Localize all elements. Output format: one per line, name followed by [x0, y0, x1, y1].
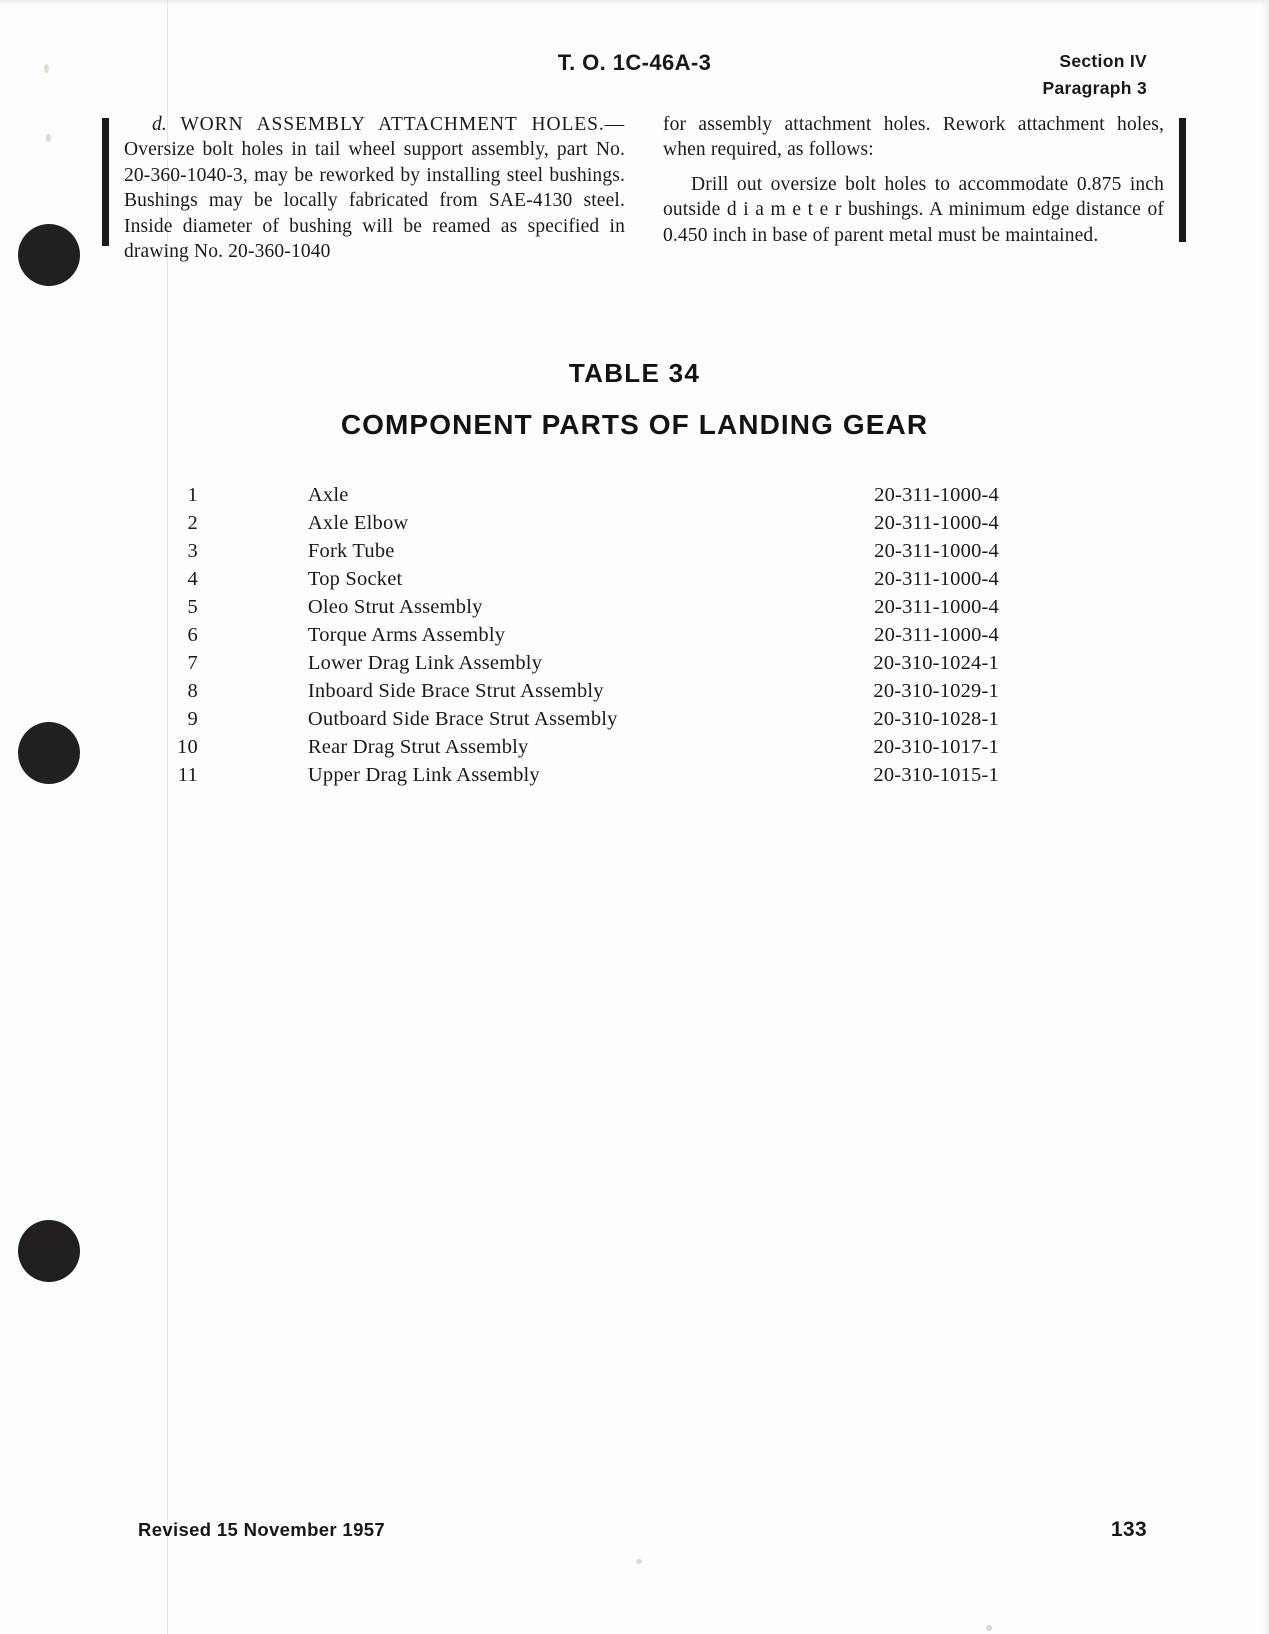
paragraph-label: Paragraph 3 [1042, 78, 1147, 98]
table-row [0, 763, 1269, 791]
table-cell-part-name: Lower Drag Link Assembly [307, 652, 543, 674]
change-bar [1179, 118, 1186, 242]
table-cell-part-name: Inboard Side Brace Strut Assembly [307, 680, 604, 702]
table-cell-part-name: Outboard Side Brace Strut Assembly [307, 708, 618, 730]
page-number: 133 [1110, 1518, 1147, 1541]
table-cell-part-number: 20-311-1000-4 [874, 540, 999, 562]
table-cell-part-number: 20-311-1000-4 [874, 624, 999, 646]
table-row [0, 595, 1269, 623]
table-cell-part-number: 20-311-1000-4 [874, 512, 999, 534]
table-cell-part-name: Top Socket [307, 568, 403, 590]
body-columns [124, 112, 1164, 264]
table-cell-part-number: 20-310-1015-1 [873, 764, 999, 786]
paragraph-continuation: for assembly attachment holes. Rework attachment holes, when required, as follows: [663, 114, 1164, 161]
table-cell-part-number: 20-311-1000-4 [874, 568, 999, 590]
table-cell-part-number: 20-311-1000-4 [874, 484, 999, 506]
table-row [0, 567, 1269, 595]
scan-speck [636, 1559, 642, 1564]
table-cell-index: 5 [187, 596, 198, 618]
table-cell-index: 7 [187, 652, 198, 674]
scan-edge-artifact-top [0, 0, 1269, 6]
table-cell-part-name: Torque Arms Assembly [307, 624, 506, 646]
table-cell-part-number: 20-311-1000-4 [874, 596, 999, 618]
section-label: Section IV [1059, 51, 1147, 71]
table-row [0, 735, 1269, 763]
scan-speck [46, 134, 51, 142]
change-bar [102, 118, 109, 246]
paragraph-letter: d. [152, 114, 167, 135]
table-cell-part-name: Oleo Strut Assembly [307, 596, 483, 618]
table-cell-part-number: 20-310-1024-1 [873, 652, 999, 674]
table-cell-part-name: Axle [307, 484, 349, 506]
punch-hole [18, 1220, 80, 1282]
paragraph-body-text: Oversize bolt holes in tail wheel support assembly, part No. 20-360-1040-3, may be reworked by installing steel bushings. Bushings may be locally fabricated from SAE-4130 steel. Inside diameter of bushing will be reamed as specified in drawing No. 20-360-1040 [124, 139, 625, 263]
revision-date: Revised 15 November 1957 [138, 1519, 385, 1540]
table-cell-part-number: 20-310-1017-1 [873, 736, 999, 758]
table-34-block [0, 358, 1269, 791]
table-number: TABLE 34 [568, 358, 701, 388]
paragraph-worn-assembly-attachment-holes [124, 112, 625, 264]
header-section-block [1043, 48, 1147, 102]
right-column [663, 112, 1164, 264]
table-cell-part-number: 20-310-1029-1 [873, 680, 999, 702]
table-cell-part-name: Axle Elbow [307, 512, 409, 534]
table-cell-index: 10 [177, 736, 198, 758]
table-cell-index: 2 [187, 512, 198, 534]
document-number: T. O. 1C-46A-3 [557, 50, 712, 75]
running-head [0, 50, 1269, 102]
table-row [0, 511, 1269, 539]
table-row [0, 483, 1269, 511]
page-footer [138, 1518, 1147, 1542]
table-cell-part-name: Fork Tube [307, 540, 395, 562]
table-cell-index: 3 [187, 540, 198, 562]
table-cell-part-number: 20-310-1028-1 [873, 708, 999, 730]
table-row [0, 539, 1269, 567]
left-column [124, 112, 625, 264]
table-row [0, 679, 1269, 707]
table-body [0, 483, 1269, 791]
table-cell-index: 6 [187, 624, 198, 646]
table-cell-index: 11 [177, 764, 198, 786]
scan-edge-artifact-right [1262, 0, 1269, 1634]
table-cell-index: 4 [187, 568, 198, 590]
table-row [0, 623, 1269, 651]
table-cell-index: 8 [187, 680, 198, 702]
scan-speck [986, 1625, 992, 1631]
paragraph-heading: WORN ASSEMBLY ATTACHMENT HOLES.— [180, 114, 625, 135]
table-cell-part-name: Upper Drag Link Assembly [307, 764, 540, 786]
table-cell-index: 1 [187, 484, 198, 506]
table-cell-part-name: Rear Drag Strut Assembly [307, 736, 529, 758]
table-title: COMPONENT PARTS OF LANDING GEAR [340, 409, 929, 440]
table-cell-index: 9 [187, 708, 198, 730]
punch-hole [18, 224, 80, 286]
table-row [0, 707, 1269, 735]
paragraph-drill-instruction: Drill out oversize bolt holes to accommodate 0.875 inch outside d i a m e t e r bushings. A minimum edge distance of 0.450 inch in base of parent metal must be maintained. [663, 173, 1164, 246]
component-parts-table [0, 483, 1269, 791]
table-row [0, 651, 1269, 679]
